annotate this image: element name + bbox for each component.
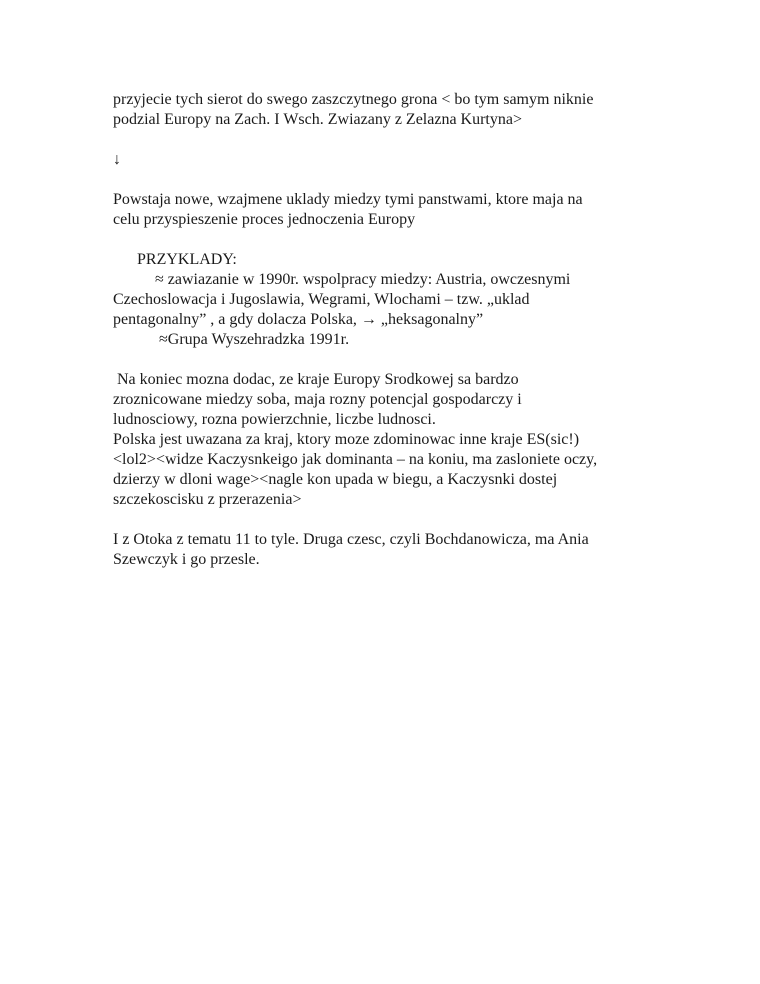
document-body	[113, 90, 653, 570]
blank-line	[113, 130, 653, 150]
text-line: Na koniec mozna dodac, ze kraje Europy Srodkowej sa bardzo	[117, 371, 519, 388]
text-line: <lol2><widze Kaczysnkeigo jak dominanta – na koniu, ma zasloniete oczy,	[113, 451, 598, 468]
text-line: Powstaja nowe, wzajmene uklady miedzy tymi panstwami, ktore maja na	[113, 191, 583, 208]
text-line: przyjecie tych sierot do swego zaszczytnego grona < bo tym samym niknie	[113, 91, 594, 108]
text-line: celu przyspieszenie proces jednoczenia Europy	[113, 211, 416, 228]
blank-line	[113, 350, 653, 370]
examples-heading: PRZYKLADY:	[137, 251, 237, 268]
text-line: zroznicowane miedzy soba, maja rozny potencjal gospodarczy i	[113, 391, 522, 408]
example-item: ≈Grupa Wyszehradzka 1991r.	[159, 331, 350, 348]
text-line: szczekoscisku z przerazenia>	[113, 491, 302, 508]
text-line: podzial Europy na Zach. I Wsch. Zwiazany z Zelazna Kurtyna>	[113, 111, 522, 128]
text-line: I z Otoka z tematu 11 to tyle. Druga czesc, czyli Bochdanowicza, ma Ania	[113, 531, 589, 548]
text-line: Szewczyk i go przesle.	[113, 551, 260, 568]
down-arrow: ↓	[113, 151, 121, 168]
example-item: ≈ zawiazanie w 1990r. wspolpracy miedzy: Austria, owczesnymi	[155, 271, 571, 288]
blank-line	[113, 170, 653, 190]
text-line: ludnosciowy, rozna powierzchnie, liczbe ludnosci.	[113, 411, 436, 428]
text-line: pentagonalny” , a gdy dolacza Polska, → „heksagonalny”	[113, 311, 484, 328]
blank-line	[113, 510, 653, 530]
text-line: Czechoslowacja i Jugoslawia, Wegrami, Wlochami – tzw. „uklad	[113, 291, 530, 308]
text-line: dzierzy w dloni wage><nagle kon upada w biegu, a Kaczysnki dostej	[113, 471, 558, 488]
text-line: Polska jest uwazana za kraj, ktory moze zdominowac inne kraje ES(sic!)	[113, 431, 580, 448]
blank-line	[113, 230, 653, 250]
